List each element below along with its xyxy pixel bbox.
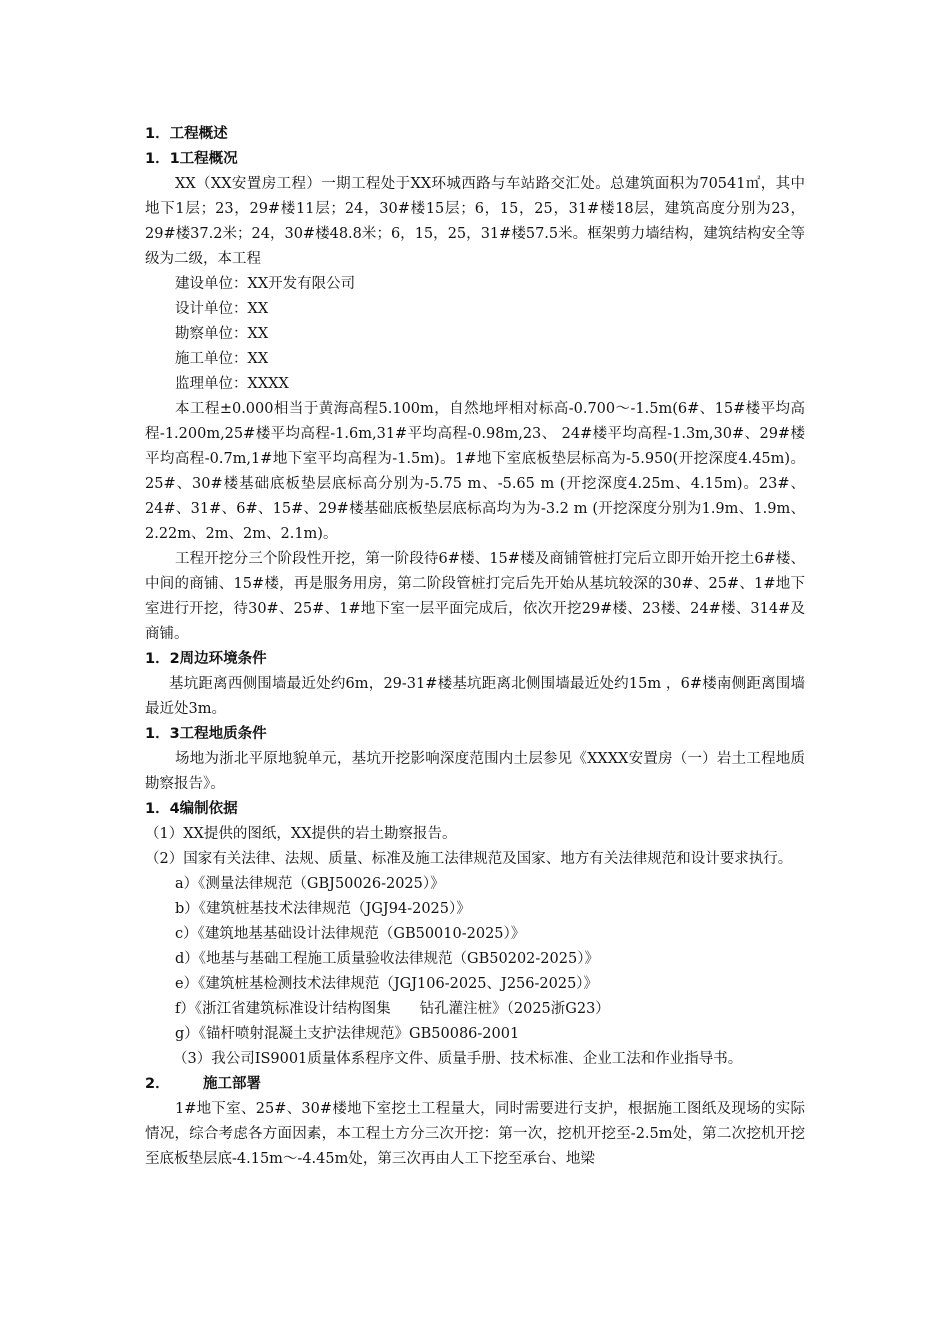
subsection-1-2-heading: 1．2周边环境条件 bbox=[145, 651, 267, 667]
unit-supervision: 监理单位：XXXX bbox=[175, 376, 289, 392]
deployment-paragraph: 1#地下室、25#、30#楼地下室挖土工程量大，同时需要进行支护，根据施工图纸及现场的实际情况，综合考虑各方面因素，本工程土方分三次开挖：第一次，挖机开挖至-2.5m处，第二次挖机开挖至底板垫层底-4.15m～-4.45m处，第三次再由人工下挖至承台、地梁 bbox=[145, 1101, 805, 1167]
surroundings-paragraph: 基坑距离西侧围墙最近处约6m，29-31#楼基坑距离北侧围墙最近处约15m ，6#楼南侧距离围墙最近处3m。 bbox=[145, 676, 805, 717]
ref-item-e: e）《建筑桩基检测技术法律规范（JGJ106-2025、J256-2025）》 bbox=[175, 976, 599, 992]
document-page bbox=[145, 122, 805, 1172]
basis-item-3: （3）我公司IS9001质量体系程序文件、质量手册、技术标准、企业工法和作业指导书。 bbox=[173, 1051, 743, 1067]
section-2-title: 施工部署 bbox=[203, 1076, 261, 1092]
subsection-1-1-heading: 1．1工程概况 bbox=[145, 151, 238, 167]
subsection-1-4-heading: 1．4编制依据 bbox=[145, 801, 238, 817]
ref-item-f: f）《浙江省建筑标准设计结构图集 钻孔灌注桩》（2025浙G23） bbox=[175, 1001, 610, 1017]
ref-item-a: a）《测量法律规范（GBJ50026-2025）》 bbox=[175, 876, 445, 892]
basis-item-1: （1）XX提供的图纸，XX提供的岩土勘察报告。 bbox=[145, 826, 457, 842]
basis-item-2: （2）国家有关法律、法规、质量、标准及施工法律规范及国家、地方有关法律规范和设计要求执行。 bbox=[145, 851, 793, 867]
excavation-phases-paragraph: 工程开挖分三个阶段性开挖，第一阶段待6#楼、15#楼及商铺管桩打完后立即开始开挖土6#楼、中间的商铺、15#楼，再是服务用房，第二阶段管桩打完后先开始从基坑较深的30#、25#、1#地下室进行开挖，待30#、25#、1#地下室一层平面完成后，依次开挖29#楼、23楼、24#楼、314#及商铺。 bbox=[145, 551, 805, 642]
geology-paragraph: 场地为浙北平原地貌单元，基坑开挖影响深度范围内土层参见《XXXX安置房（一）岩土工程地质勘察报告》。 bbox=[145, 751, 805, 792]
ref-item-b: b）《建筑桩基技术法律规范（JGJ94-2025）》 bbox=[175, 901, 471, 917]
unit-survey: 勘察单位：XX bbox=[175, 326, 269, 342]
elevation-paragraph: 本工程±0.000相当于黄海高程5.100m，自然地坪相对标高-0.700～-1.5m(6#、15#楼平均高程-1.200m,25#楼平均高程-1.6m,31#平均高程-0.98m,23、 24#楼平均高程-1.3m,30#、29#楼平均高程-0.7m,1#地下室平均高程为-1.5m)。1#地下室底板垫层标高为-5.950(开挖深度4.45m)。25#、30#楼基础底板垫层底标高分别为-5.75 m、-5.65 m (开挖深度4.25m、4.15m)。23#、24#、31#、6#、15#、29#楼基础底板垫层底标高均为为-3.2 m (开挖深度分别为1.9m、1.9m、2.22m、2m、2m、2.1m)。 bbox=[145, 401, 805, 542]
ref-item-c: c）《建筑地基基础设计法律规范（GB50010-2025）》 bbox=[175, 926, 526, 942]
section-1-heading: 1．工程概述 bbox=[145, 126, 228, 142]
ref-item-d: d）《地基与基础工程施工质量验收法律规范（GB50202-2025）》 bbox=[175, 951, 599, 967]
project-overview-paragraph: XX（XX安置房工程）一期工程处于XX环城西路与车站路交汇处。总建筑面积为70541㎡，其中地下1层；23，29#楼11层；24，30#楼15层；6，15，25，31#楼18层，建筑高度分别为23，29#楼37.2米；24，30#楼48.8米；6，15，25，31#楼57.5米。框架剪力墙结构，建筑结构安全等级为二级，本工程 bbox=[145, 176, 805, 267]
unit-construction: 建设单位：XX开发有限公司 bbox=[175, 276, 356, 292]
section-2-number: 2． bbox=[145, 1076, 170, 1092]
section-2-heading bbox=[145, 1072, 805, 1097]
unit-contractor: 施工单位：XX bbox=[175, 351, 269, 367]
ref-item-g: g）《锚杆喷射混凝土支护法律规范》GB50086-2001 bbox=[175, 1026, 520, 1042]
unit-design: 设计单位：XX bbox=[175, 301, 269, 317]
subsection-1-3-heading: 1．3工程地质条件 bbox=[145, 726, 267, 742]
